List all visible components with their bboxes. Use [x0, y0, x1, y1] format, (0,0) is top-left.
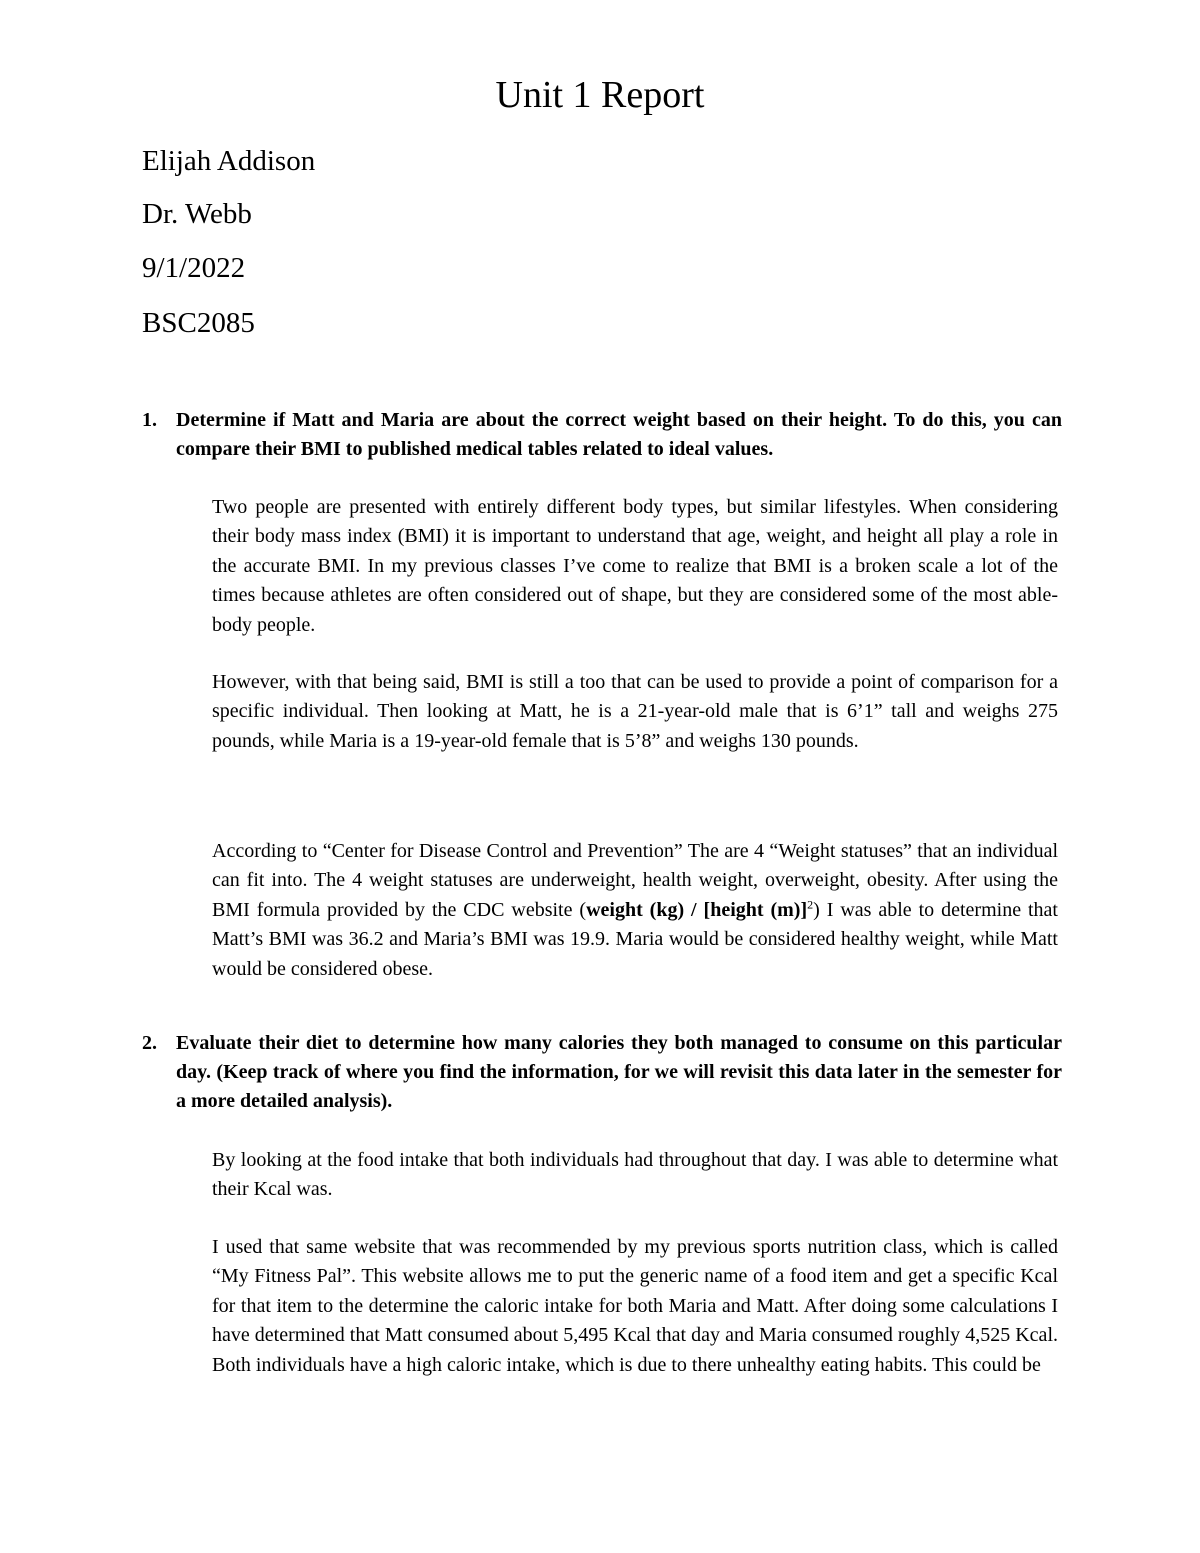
answer-2-paragraph-2: I used that same website that was recommended by my previous sports nutrition class, which is called “My Fitness Pal”. This website allows me to put the generic name of a food item and get a specific Kcal for that item to the determine the caloric intake for both Maria and Matt. After doing some calculations I have determined that Matt consumed about 5,495 Kcal that day and Maria consumed roughly 4,525 Kcal. Both individuals have a high caloric intake, which is due to there unhealthy eating habits. This could be	[212, 1236, 1058, 1376]
formula-exponent: 2	[807, 897, 814, 912]
answer-1-paragraph-3	[212, 837, 1058, 984]
document-title: Unit 1 Report	[495, 74, 705, 116]
instructor-name: Dr. Webb	[142, 198, 252, 230]
answer-1-paragraph-1: Two people are presented with entirely different body types, but similar lifestyles. When considering their body mass index (BMI) it is important to understand that age, weight, and height all play a role in the accurate BMI. In my previous classes I’ve come to realize that BMI is a broken scale a lot of the times because athletes are often considered out of shape, but they are considered some of the most able-body people.	[212, 496, 1058, 636]
course-code: BSC2085	[142, 307, 255, 339]
question-number: 1.	[142, 409, 157, 431]
answer-2-paragraph-1: By looking at the food intake that both individuals had throughout that day. I was able to determine what their Kcal was.	[212, 1149, 1058, 1201]
question-number: 2.	[142, 1032, 157, 1054]
bmi-formula: weight (kg) / [height (m)]	[586, 898, 808, 921]
paragraph-text: According to “Center for Disease Control and Prevention” The are 4 “Weight statuses” that an individual can fit into. The 4 weight statuses are underweight, health weight, overweight, obesity. After using the BMI formula provided by the CDC website (	[212, 840, 1058, 921]
paragraph-text: ) I was able to determine that Matt’s BMI was 36.2 and Maria’s BMI was 19.9. Maria would be considered healthy weight, while Matt would be considered obese.	[212, 898, 1058, 980]
report-date: 9/1/2022	[142, 252, 246, 284]
author-name: Elijah Addison	[142, 145, 316, 177]
question-2	[142, 1029, 1062, 1116]
question-text: Determine if Matt and Maria are about the correct weight based on their height. To do this, you can compare their BMI to published medical tables related to ideal values.	[176, 409, 1062, 460]
question-text: Evaluate their diet to determine how many calories they both managed to consume on this particular day. (Keep track of where you find the information, for we will revisit this data later in the semester for a more detailed analysis).	[176, 1032, 1062, 1112]
answer-1-paragraph-2: However, with that being said, BMI is still a too that can be used to provide a point of comparison for a specific individual. Then looking at Matt, he is a 21-year-old male that is 6’1” tall and weighs 275 pounds, while Maria is a 19-year-old female that is 5’8” and weighs 130 pounds.	[212, 671, 1058, 752]
question-1	[142, 406, 1062, 464]
